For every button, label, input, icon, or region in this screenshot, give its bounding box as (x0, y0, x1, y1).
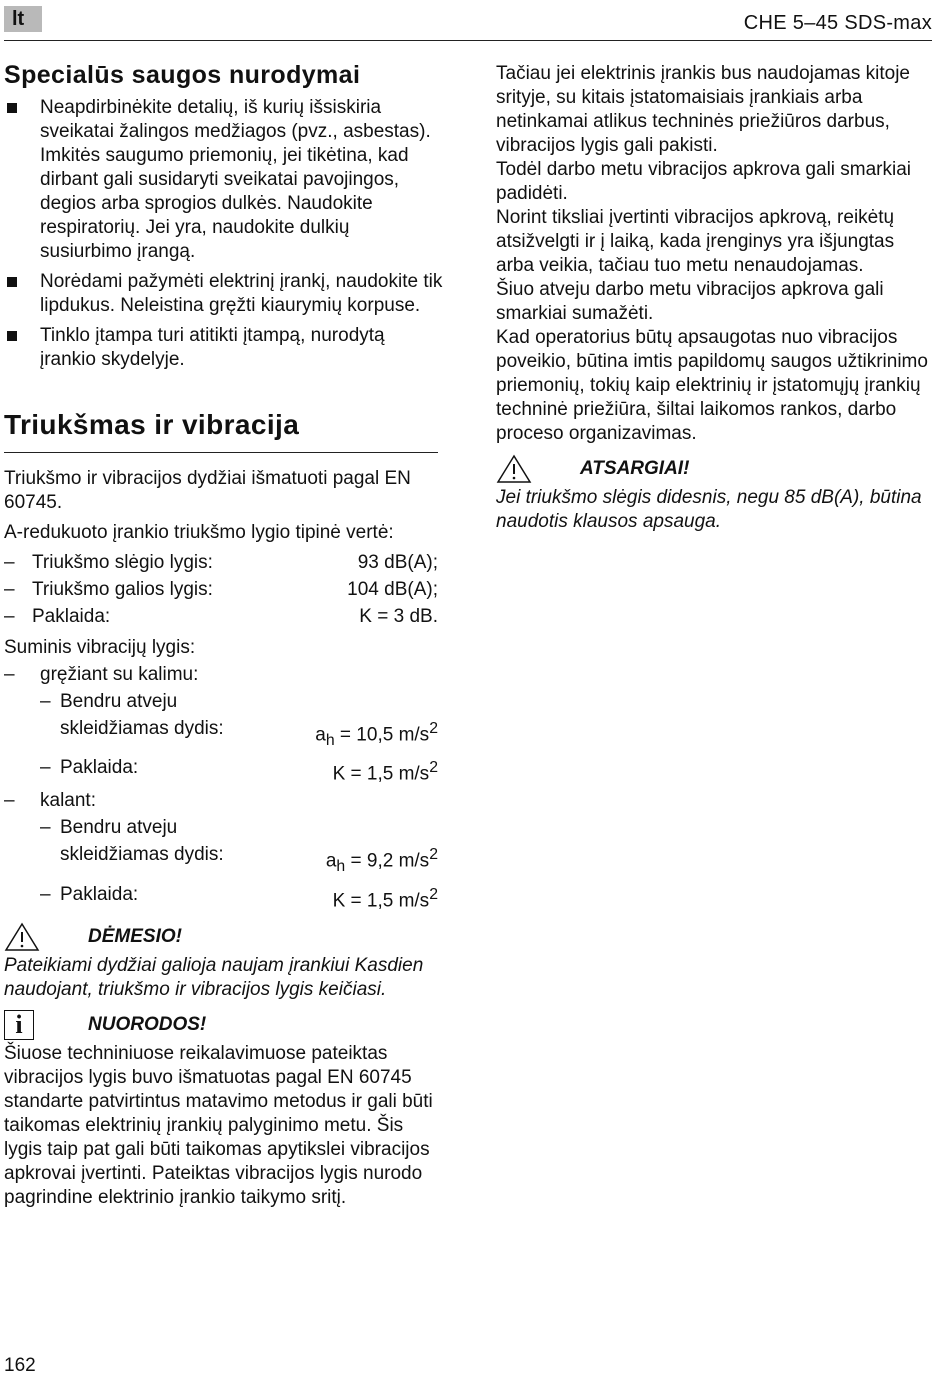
vib-label: skleidžiamas dydis: (60, 844, 224, 866)
vib-row: – Paklaida: K = 1,5 $m/s^2$ (4, 754, 444, 787)
noise-row: – Paklaida: K = 3 dB. (4, 603, 444, 630)
bullet-text: Neapdirbinėkite detalių, iš kurių išsiskiria sveikatai žalingos medžiagos (pvz., asbestas). Imkitės saugumo priemonių, jei tikėtina, kad dirbant gali susidaryti sveikatai pavojingos, degios arba sprogios dulkės. Naudokite respiratorių. Jei yra, naudokite dulkių susiurbimo įrangą. (40, 97, 431, 262)
warning-triangle-icon (496, 454, 532, 484)
paragraph: Kad operatorius būtų apsaugotas nuo vibracijos poveikio, būtina imtis papildomų saugos užtikrinimo priemonių, tokių kaip elektrinių ir įstatomųjų įrankių techninė priežiūra, šiltai laikomos rankos, darbo proceso organizavimas. (496, 327, 928, 444)
caution-heading (496, 454, 936, 484)
vib-value: K = 1,5 $m/s^2$ (332, 885, 438, 911)
vib-label: Paklaida: (60, 883, 139, 905)
noise-value: 104 dB(A); (347, 579, 438, 600)
document-title: CHE 5–45 SDS-max (743, 12, 932, 34)
list-item (4, 96, 444, 264)
paragraph: Norint tiksliai įvertinti vibracijos apkrovą, reikėtų atsižvelgti ir į laiką, kada įrenginys yra išjungtas arba veikia, tačiau tuo metu nenaudojamas. (496, 207, 895, 276)
paragraph: Todėl darbo metu vibracijos apkrova gali smarkiai padidėti. (496, 159, 912, 204)
warning-triangle-icon (4, 922, 40, 952)
noise-intro-paragraph: A-redukuoto įrankio triukšmo lygio tipinė vertė: (4, 522, 394, 543)
left-column (4, 60, 444, 1210)
vib-value: K = 1,5 $m/s^2$ (332, 759, 438, 785)
vib-label: Paklaida: (60, 757, 139, 779)
attention-label: DĖMESIO! (88, 925, 182, 947)
noise-label: Triukšmo galios lygis: (32, 579, 213, 600)
attention-heading (4, 922, 444, 952)
vib-label: Bendru atveju (60, 691, 178, 712)
vib-row (4, 715, 444, 754)
vib-row (4, 841, 444, 880)
section-heading-noise (4, 410, 438, 453)
measured-paragraph: Triukšmo ir vibracijos dydžiai išmatuoti pagal EN 60745. (4, 468, 411, 513)
vib-label: Bendru atveju (60, 817, 178, 839)
info-label: NUORODOS! (88, 1013, 207, 1035)
caution-text: Jei triukšmo slėgis didesnis, negu 85 dB(A), būtina naudotis klausos apsauga. (496, 487, 922, 532)
square-bullet-icon (7, 331, 17, 341)
caution-label: ATSARGIAI! (580, 458, 690, 479)
noise-row: – Triukšmo galios lygis: 104 dB(A); (4, 576, 444, 603)
noise-value: 93 dB(A); (357, 552, 438, 573)
vibration-values (4, 661, 444, 914)
vibration-intro: Suminis vibracijų lygis: (4, 637, 196, 658)
vib-row: – Bendru atveju (4, 688, 444, 715)
paragraph: Šiuo atveju darbo metu vibracijos apkrova gali smarkiai sumažėti. (496, 279, 884, 324)
info-icon: i (4, 1010, 34, 1040)
noise-label: Paklaida: (32, 606, 111, 627)
bullet-text: Norėdami pažymėti elektrinį įrankį, naudokite tik lipdukus. Neleistina gręžti kiaurymių korpuse. (40, 271, 443, 316)
safety-bullet-list (4, 96, 444, 372)
list-item (4, 270, 444, 318)
language-tab: lt (4, 6, 42, 32)
noise-label: Triukšmo slėgio lygis: (32, 552, 213, 573)
section-title-noise: Triukšmas ir vibracija (4, 409, 300, 440)
vib-value: $a_h = 9,2$ $m/s^2$ (325, 846, 438, 876)
noise-row: – Triukšmo slėgio lygis: 93 dB(A); (4, 549, 444, 576)
mode-row: – gręžiant su kalimu: (4, 661, 444, 688)
page-number: 162 (4, 1355, 36, 1376)
vib-row: – Bendru atveju (4, 814, 444, 841)
vib-row: – Paklaida: K = 1,5 $m/s^2$ (4, 881, 444, 914)
right-column (496, 62, 936, 534)
header-divider (4, 40, 932, 41)
section-title-safety: Specialūs saugos nurodymai (4, 61, 361, 89)
mode-row: – kalant: (4, 787, 444, 814)
attention-text: Pateikiami dydžiai galioja naujam įrankiui Kasdien naudojant, triukšmo ir vibracijos lygis keičiasi. (4, 954, 424, 1000)
list-item (4, 324, 444, 372)
vib-label: skleidžiamas dydis: (60, 718, 224, 739)
noise-value: K = 3 dB. (359, 606, 438, 627)
info-heading (4, 1010, 444, 1040)
info-text: Šiuose techniniuose reikalavimuose pateiktas vibracijos lygis buvo išmatuotas pagal EN 60745 standarte patvirtintus matavimo metodus ir gali būti taikomas elektrinių įrankių palyginimo metu. Šis lygis taip pat gali būti taikomas apytikslei vibracijos apkrovai įvertinti. Pateiktas vibracijos lygis nurodo pagrindine elektrinio įrankio taikymo sritį. (4, 1042, 433, 1208)
paragraph: Tačiau jei elektrinis įrankis bus naudojamas kitoje srityje, su kitais įstatomaisiais įrankiais arba netinkamai atlikus techninės priežiūros darbus, vibracijos lygis gali pakisti. (496, 63, 910, 156)
vib-value: $a_h = 10,5$ $m/s^2$ (315, 720, 438, 750)
mode-label: kalant: (40, 790, 96, 812)
square-bullet-icon (7, 277, 17, 287)
mode-label: gręžiant su kalimu: (40, 664, 199, 685)
bullet-text: Tinklo įtampa turi atitikti įtampą, nurodytą įrankio skydelyje. (40, 325, 385, 370)
noise-values (4, 549, 444, 630)
square-bullet-icon (7, 103, 17, 113)
